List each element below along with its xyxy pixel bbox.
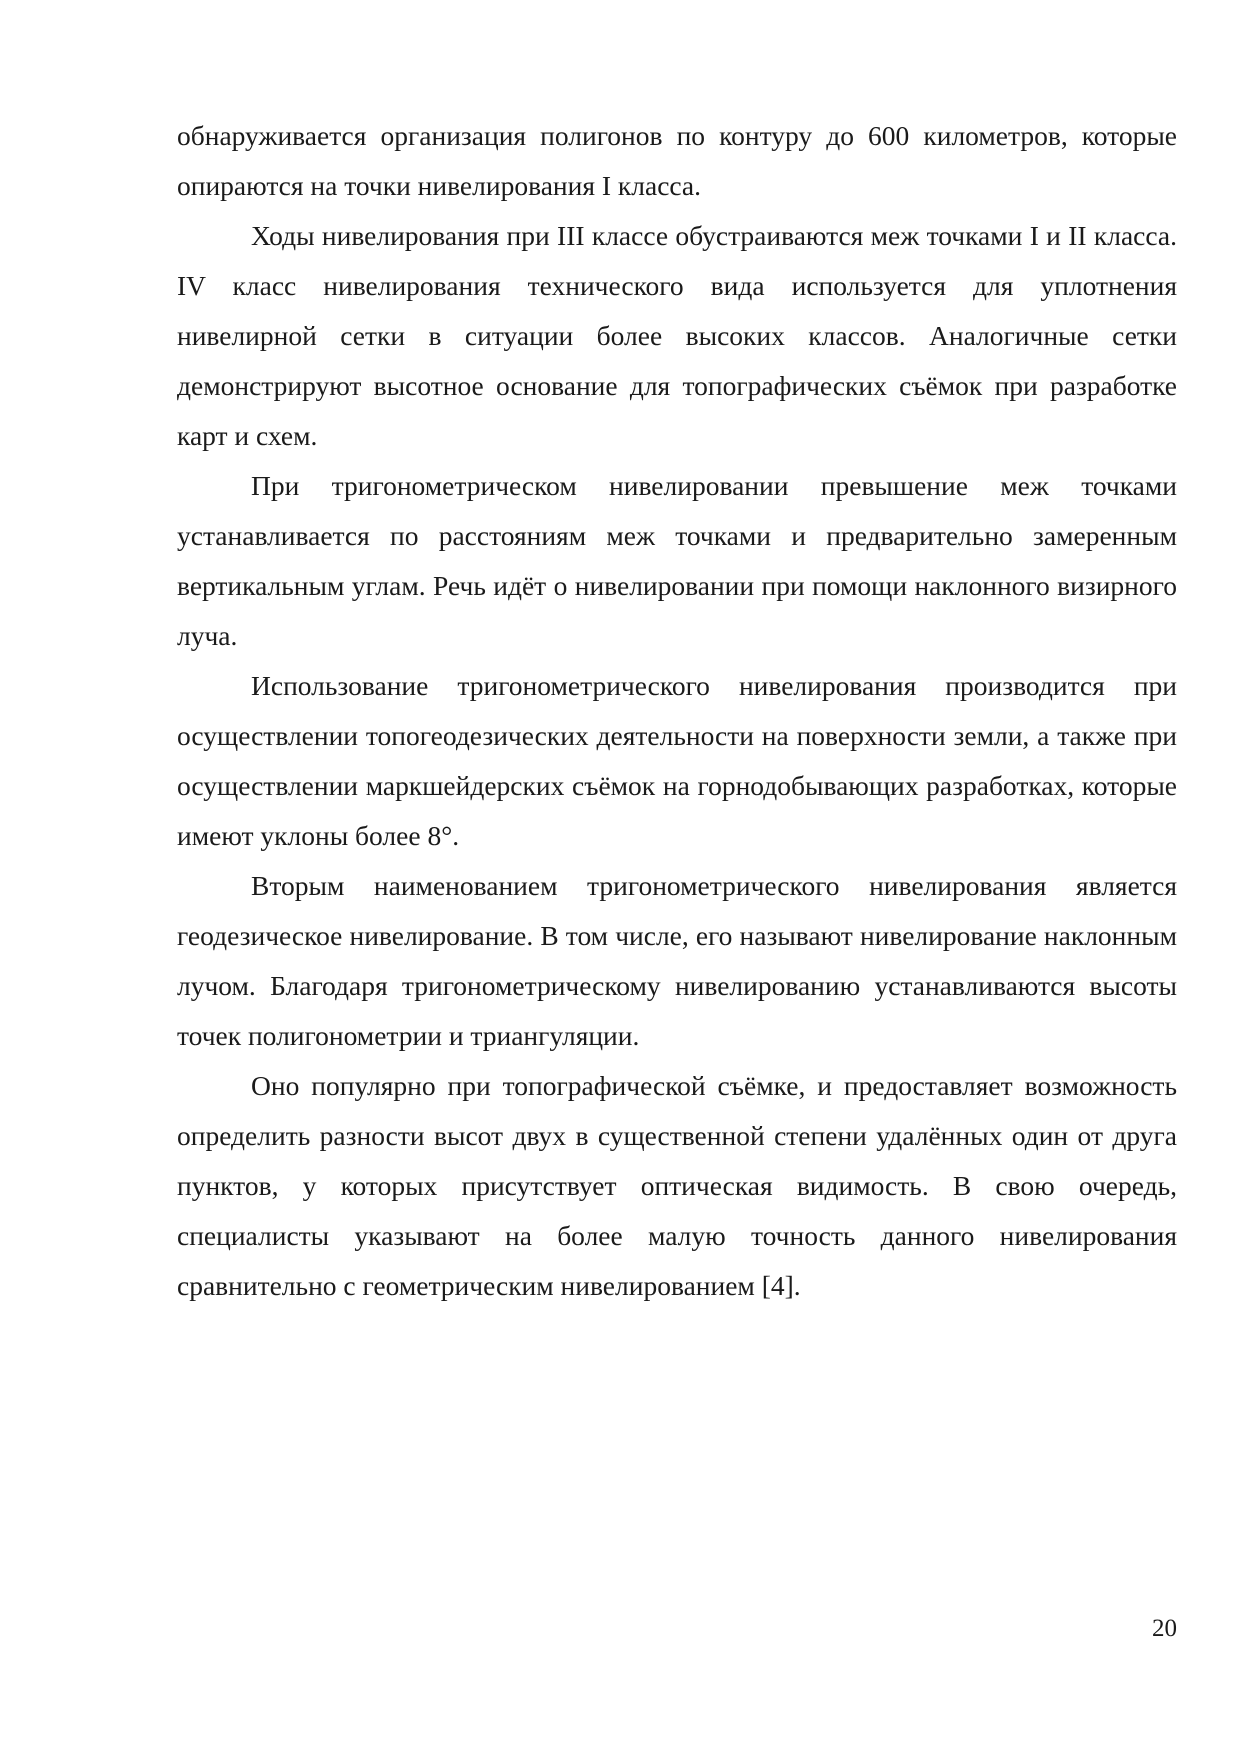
paragraph-6: Оно популярно при топографической съёмке, и предоставляет возможность определить разности высот двух в существенной степени удалённых один от друга пунктов, у которых присутствует оптическая видимость. В свою очередь, специалисты указывают на более малую точность данного нивелирования сравнительно с геометрическим нивелированием [4].	[177, 1070, 1177, 1301]
page-number: 20	[1152, 1615, 1177, 1642]
paragraph-3: При тригонометрическом нивелировании превышение меж точками устанавливается по расстояниям меж точками и предварительно замеренным вертикальным углам. Речь идёт о нивелировании при помощи наклонного визирного луча.	[177, 470, 1177, 651]
paragraph-4: Использование тригонометрического нивелирования производится при осуществлении топогеодезических деятельности на поверхности земли, а также при осуществлении маркшейдерских съёмок на горнодобывающих разработках, которые имеют уклоны более 8°.	[177, 670, 1177, 851]
paragraph-5: Вторым наименованием тригонометрического нивелирования является геодезическое нивелирование. В том числе, его называют нивелирование наклонным лучом. Благодаря тригонометрическому нивелированию устанавливаются высоты точек полигонометрии и триангуляции.	[177, 870, 1177, 1051]
paragraph-2: Ходы нивелирования при III классе обустраиваются меж точками I и II класса. IV класс нивелирования технического вида используется для уплотнения нивелирной сетки в ситуации более высоких классов. Аналогичные сетки демонстрируют высотное основание для топографических съёмок при разработке карт и схем.	[177, 220, 1177, 451]
paragraph-1: обнаруживается организация полигонов по контуру до 600 километров, которые опираются на точки нивелирования I класса.	[177, 120, 1177, 201]
body-text	[177, 111, 1177, 1311]
